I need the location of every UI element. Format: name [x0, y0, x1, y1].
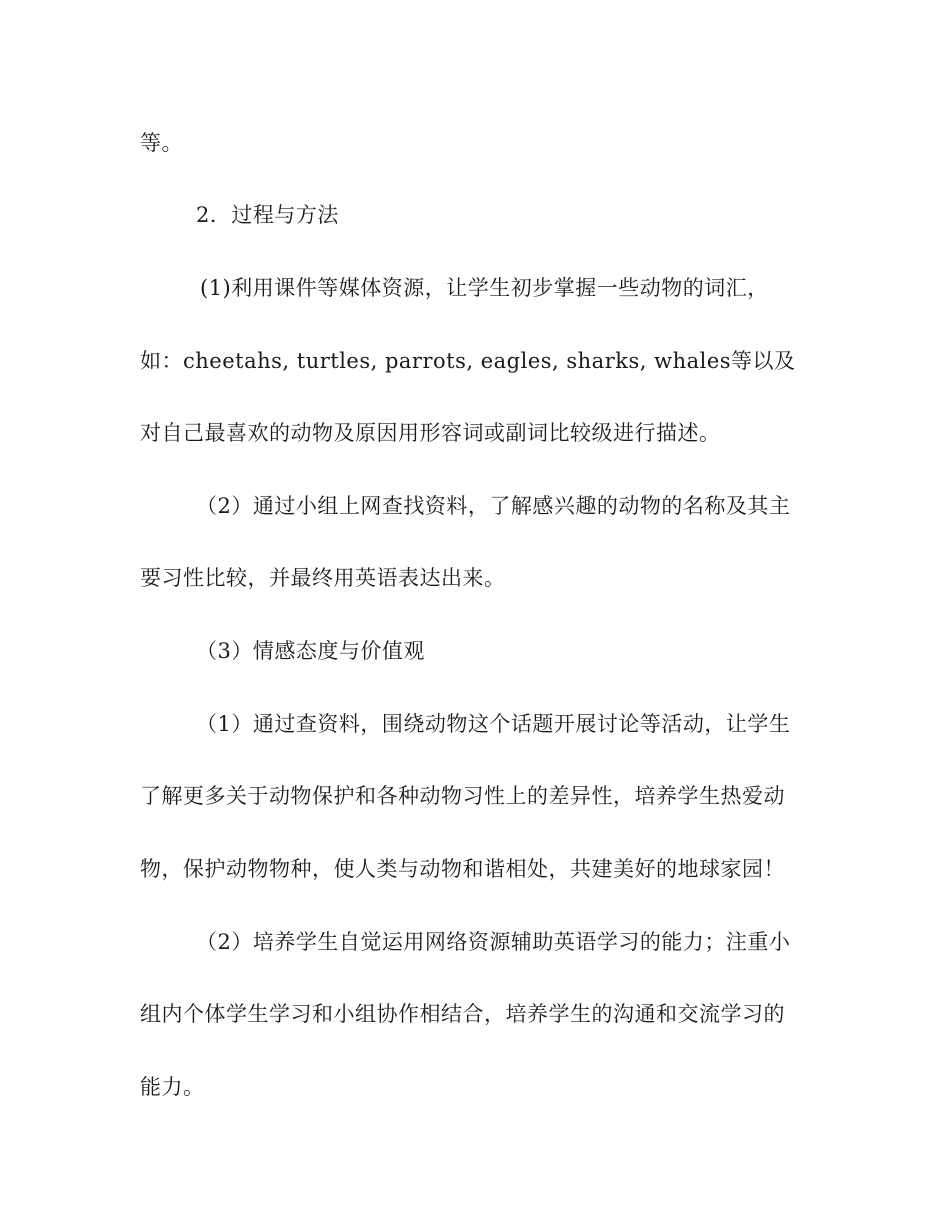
section-heading: （3）情感态度与价值观	[196, 639, 425, 663]
text-line: 物，保护动物物种，使人类与动物和谐相处，共建美好的地球家园！	[140, 857, 785, 881]
text-line: 如：cheetahs, turtles, parrots, eagles, sharks, whales等以及	[140, 349, 796, 373]
text-line: 了解更多关于动物保护和各种动物习性上的差异性，培养学生热爱动	[140, 784, 785, 808]
text-line: 要习性比较，并最终用英语表达出来。	[140, 566, 506, 590]
text-line: 等。	[140, 131, 183, 155]
text-line: （1）通过查资料，围绕动物这个话题开展讨论等活动，让学生	[196, 712, 791, 736]
text-line: （2）培养学生自觉运用网络资源辅助英语学习的能力；注重小	[196, 930, 791, 954]
text-line: (1)利用课件等媒体资源，让学生初步掌握一些动物的词汇，	[200, 276, 769, 300]
text-line: 组内个体学生学习和小组协作相结合，培养学生的沟通和交流学习的	[140, 1002, 785, 1026]
text-line: （2）通过小组上网查找资料，了解感兴趣的动物的名称及其主	[196, 494, 791, 518]
text-line: 能力。	[140, 1075, 205, 1099]
text-line: 对自己最喜欢的动物及原因用形容词或副词比较级进行描述。	[140, 421, 721, 445]
section-heading: 2．过程与方法	[196, 203, 339, 227]
